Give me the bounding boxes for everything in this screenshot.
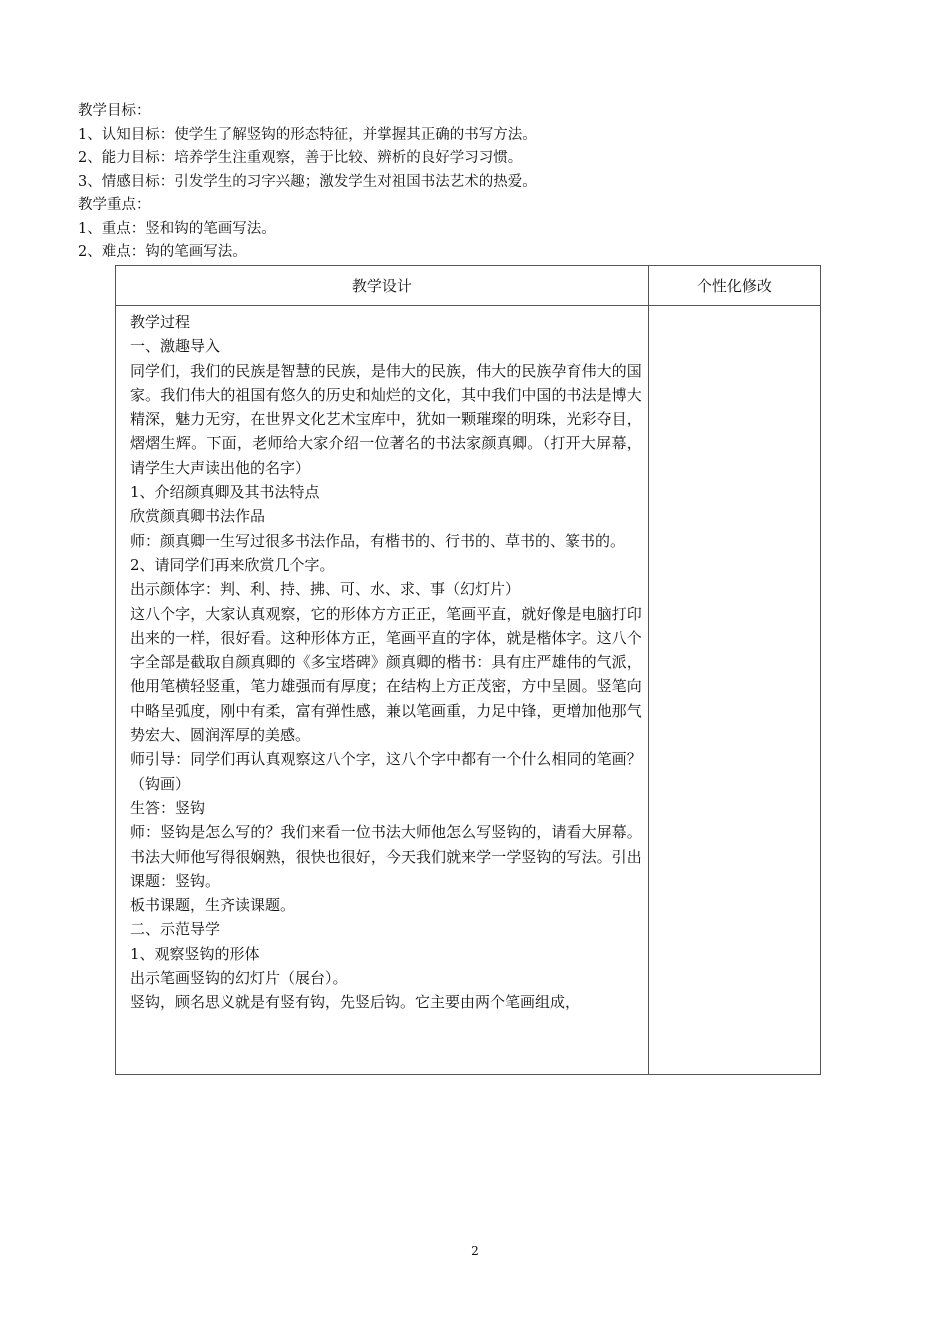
paragraph: 一、激趣导入: [130, 337, 221, 356]
key-point-line: 2、难点：钩的笔画写法。: [78, 244, 247, 260]
paragraph: 师：竖钩是怎么写的？我们来看一位书法大师他怎么写竖钩的，请看大屏幕。书法大师他写得很娴熟，很快也很好，今天我们就来学一学竖钩的写法。引出课题：竖钩。: [130, 823, 642, 890]
paragraph: 二、示范导学: [130, 920, 221, 939]
section-heading-objectives: 教学目标：: [78, 103, 151, 119]
paragraph: 生答：竖钩: [130, 798, 206, 817]
paragraph: 这八个字，大家认真观察，它的形体方方正正，笔画平直，就好像是电脑打印出来的一样，很好看。这种形体方正，笔画平直的字体，就是楷体字。这八个字全部是截取自颜真卿的《多宝塔碑》颜真卿的楷书：具有庄严雄伟的气派，他用笔横轻竖重，笔力雄强而有厚度；在结构上方正茂密，方中呈圆。竖笔向中略呈弧度，刚中有柔，富有弹性感，兼以笔画重，力足中锋，更增加他那气势宏大、圆润浑厚的美感。: [130, 604, 642, 745]
paragraph: 欣赏颜真卿书法作品: [130, 507, 266, 526]
objective-line: 1、认知目标：使学生了解竖钩的形态特征，并掌握其正确的书写方法。: [78, 126, 537, 143]
table-body-row: [116, 306, 821, 1075]
paragraph: 教学过程: [130, 313, 191, 331]
paragraph: 师引导：同学们再认真观察这八个字，这八个字中都有一个什么相同的笔画？（钩画）: [130, 750, 642, 793]
section-heading-key-points: 教学重点：: [78, 197, 151, 213]
objective-line: 2、能力目标：培养学生注重观察，善于比较、辨析的良好学习习惯。: [78, 150, 523, 166]
paragraph: 竖钩，顾名思义就是有竖有钩，先竖后钩。它主要由两个笔画组成，: [130, 993, 581, 1012]
paragraph: 出示颜体字：判、利、持、拂、可、水、求、事（幻灯片）: [130, 580, 521, 599]
paragraph: 板书课题，生齐读课题。: [130, 896, 296, 915]
page-number: 2: [471, 1244, 479, 1258]
paragraph: 2、请同学们再来欣赏几个字。: [130, 555, 335, 574]
objective-line: 3、情感目标：引发学生的习字兴趣；激发学生对祖国书法艺术的热爱。: [78, 173, 537, 190]
header-teaching-design: 教学设计: [116, 266, 649, 306]
header-personal-revision: 个性化修改: [648, 266, 820, 306]
table-header-row: [116, 266, 821, 306]
paragraph: 出示笔画竖钩的幻灯片（展台）。: [130, 969, 348, 988]
paragraph: 同学们，我们的民族是智慧的民族，是伟大的民族，伟大的民族孕育伟大的国家。我们伟大的祖国有悠久的历史和灿烂的文化，其中我们中国的书法是博大精深，魅力无穷，在世界文化艺术宝库中，犹如一颗璀璨的明珠，光彩夺目，熠熠生辉。下面，老师给大家介绍一位著名的书法家颜真卿。（打开大屏幕，请学生大声读出他的名字）: [130, 361, 642, 477]
lesson-plan-table: [115, 265, 821, 1075]
personal-revision-cell: [648, 306, 820, 1075]
paragraph: 师：颜真卿一生写过很多书法作品，有楷书的、行书的、草书的、篆书的。: [130, 531, 626, 550]
intro-section: [78, 100, 838, 265]
paragraph: 1、观察竖钩的形体: [130, 944, 260, 963]
key-point-line: 1、重点：竖和钩的笔画写法。: [78, 220, 276, 237]
teaching-design-cell: [116, 306, 649, 1075]
paragraph: 1、介绍颜真卿及其书法特点: [130, 483, 320, 502]
